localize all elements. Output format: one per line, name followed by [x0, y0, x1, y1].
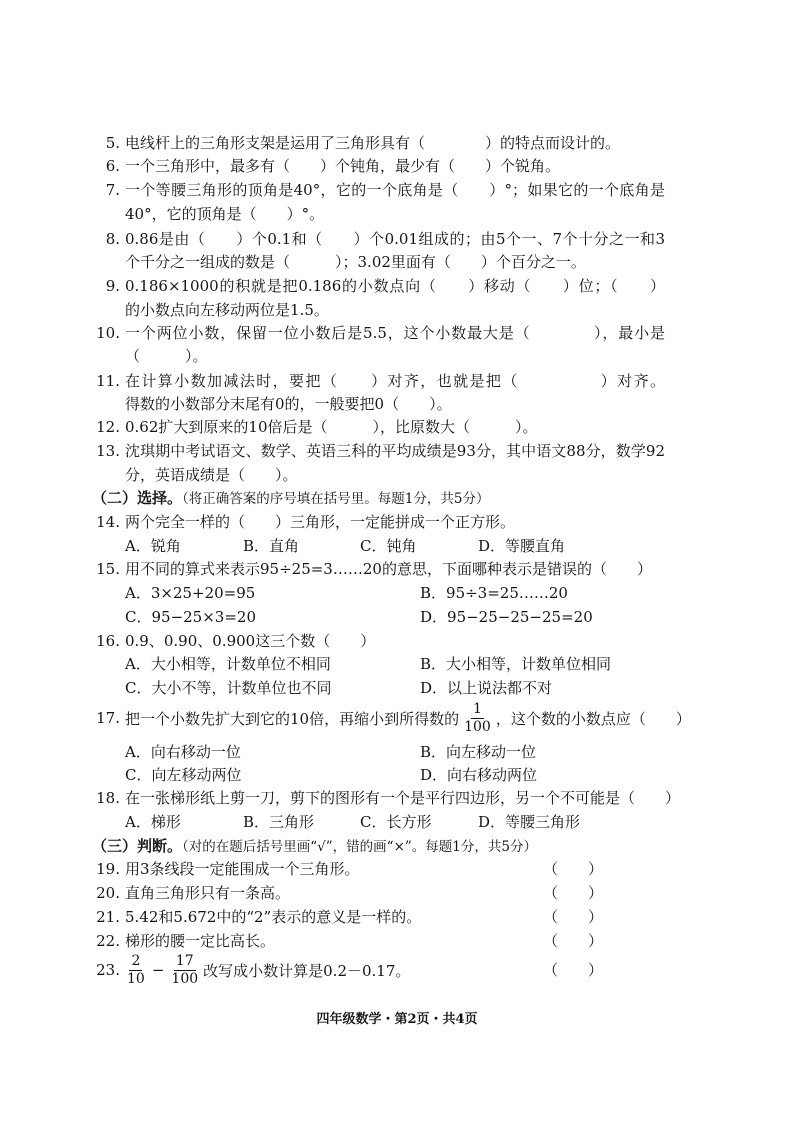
- question-text: 一个两位小数，保留一位小数后是5.5，这个小数最大是（ ），最小是: [125, 324, 665, 342]
- question-number: 10.: [96, 324, 120, 342]
- answer-blank: （ ）: [543, 908, 604, 926]
- option-b: B．向左移动一位: [420, 743, 537, 761]
- option-b: B．三角形: [243, 813, 315, 831]
- option-a: A．锐角: [125, 537, 181, 555]
- fraction: [169, 953, 200, 988]
- question-number: 15.: [96, 560, 120, 578]
- question-text-cont: 个千分之一组成的数是（ ）；3.02里面有（ ）个百分之一。: [125, 253, 586, 271]
- option-a: A．向右移动一位: [125, 743, 241, 761]
- question-text: 在计算小数加减法时，要把（ ）对齐，也就是把（ ）对齐。: [125, 372, 665, 390]
- question-text: 0.9、0.90、0.900这三个数（ ）: [125, 632, 376, 650]
- question-text-cont: 分，英语成绩是（ ）。: [125, 466, 298, 484]
- stem-after: ，这个数的小数点应（ ）: [495, 709, 691, 728]
- question-text: 两个完全一样的（ ）三角形，一定能拼成一个正方形。: [125, 513, 516, 531]
- fraction-numerator: 2: [131, 952, 141, 969]
- fraction-denominator: 10: [127, 970, 145, 987]
- fraction-numerator: 17: [175, 952, 194, 969]
- option-d: D．等腰直角: [478, 537, 566, 555]
- answer-blank: （ ）: [543, 884, 604, 902]
- question-text: 0.62扩大到原来的10倍后是（ ），比原数大（ ）。: [125, 418, 538, 436]
- option-a: A．梯形: [125, 813, 181, 831]
- question-number: 18.: [96, 789, 120, 807]
- section-note: （将正确答案的序号填在括号里。每题1分，共5分）: [182, 491, 490, 507]
- question-text: 梯形的腰一定比高长。: [125, 932, 276, 950]
- stem-before: 把一个小数先扩大到它的10倍，再缩小到所得数的: [125, 709, 460, 728]
- answer-blank: （ ）: [543, 860, 604, 878]
- question-text: 一个等腰三角形的顶角是40°，它的一个底角是（ ）°；如果它的一个底角是: [125, 181, 665, 199]
- question-text-cont: 的小数点向左移动两位是1.5。: [125, 301, 329, 319]
- question-number: 19.: [96, 860, 120, 878]
- option-d: D．以上说法都不对: [420, 679, 553, 697]
- option-c: C．大小不等，计数单位也不同: [125, 679, 332, 697]
- question-text: 用3条线段一定能围成一个三角形。: [125, 860, 360, 878]
- question-number: 11.: [96, 372, 120, 390]
- option-d: D．95−25−25−25=20: [420, 608, 593, 626]
- question-text: 5.42和5.672中的“2”表示的意义是一样的。: [125, 908, 422, 926]
- question-number: 5.: [105, 134, 120, 152]
- answer-blank: （ ）: [543, 932, 604, 950]
- minus-sign: −: [151, 961, 165, 979]
- question-text: 直角三角形只有一条高。: [125, 884, 291, 902]
- option-a: A．3×25+20=95: [125, 584, 256, 602]
- option-b: B．95÷3=25……20: [420, 584, 568, 602]
- option-a: A．大小相等，计数单位不相同: [125, 655, 331, 673]
- question-text: 电线杆上的三角形支架是运用了三角形具有（ ）的特点而设计的。: [125, 134, 621, 152]
- question-number: 7.: [105, 181, 120, 199]
- fraction-denominator: 100: [171, 970, 199, 987]
- option-c: C．长方形: [360, 813, 432, 831]
- question-number: 23.: [96, 961, 120, 979]
- question-text-cont: 40°，它的顶角是（ ）°。: [125, 205, 325, 223]
- question-text: 0.186×1000的积就是把0.186的小数点向（ ）移动（ ）位；（ ）: [125, 277, 665, 295]
- question-number: 21.: [96, 908, 120, 926]
- option-b: B．直角: [243, 537, 300, 555]
- answer-blank: （ ）: [543, 961, 604, 979]
- question-text: 一个三角形中，最多有（ ）个钝角，最少有（ ）个锐角。: [125, 157, 561, 175]
- option-c: C．95−25×3=20: [125, 608, 256, 626]
- question-text: 用不同的算式来表示95÷25=3……20的意思，下面哪种表示是错误的（ ）: [125, 560, 652, 578]
- question-text-cont: （ ）。: [125, 347, 208, 365]
- question-number: 13.: [96, 442, 120, 460]
- question-number: 12.: [96, 418, 120, 436]
- question-number: 6.: [105, 157, 120, 175]
- question-number: 9.: [105, 277, 120, 295]
- question-number: 17.: [96, 709, 120, 727]
- section-heading-choice: [92, 488, 489, 509]
- question-text: [125, 698, 691, 738]
- question-text-cont: 得数的小数部分末尾有0的，一般要把0（ ）。: [125, 395, 452, 413]
- question-number: 16.: [96, 632, 120, 650]
- option-c: C．向左移动两位: [125, 766, 242, 784]
- section-note: （对的在题后括号里画“√”，错的画“×”。每题1分，共5分）: [182, 839, 537, 855]
- question-text: 0.86是由（ ）个0.1和（ ）个0.01组成的；由5个一、7个十分之一和3: [125, 230, 665, 248]
- section-title: （二）选择。: [92, 489, 183, 507]
- question-text: 沈琪期中考试语文、数学、英语三科的平均成绩是93分，其中语文88分，数学92: [125, 442, 665, 460]
- question-text: [125, 950, 410, 990]
- page-footer: 四年级数学・第2页・共4页: [316, 1012, 478, 1027]
- option-b: B．大小相等，计数单位相同: [420, 655, 612, 673]
- fraction-denominator: 100: [464, 718, 491, 735]
- option-d: D．向右移动两位: [420, 766, 538, 784]
- question-text: 在一张梯形纸上剪一刀，剪下的图形有一个是平行四边形，另一个不可能是（ ）: [125, 789, 681, 807]
- question-number: 14.: [96, 513, 120, 531]
- question-number: 20.: [96, 884, 120, 902]
- fraction-numerator: 1: [473, 700, 482, 717]
- section-title: （三）判断。: [92, 837, 183, 855]
- fraction: [462, 701, 493, 736]
- option-c: C．钝角: [360, 537, 417, 555]
- question-text-rest: 改写成小数计算是0.2－0.17。: [203, 961, 411, 980]
- question-number: 22.: [96, 932, 120, 950]
- option-d: D．等腰三角形: [478, 813, 581, 831]
- section-heading-judge: [92, 836, 537, 857]
- question-number: 8.: [105, 230, 120, 248]
- fraction: [125, 953, 147, 988]
